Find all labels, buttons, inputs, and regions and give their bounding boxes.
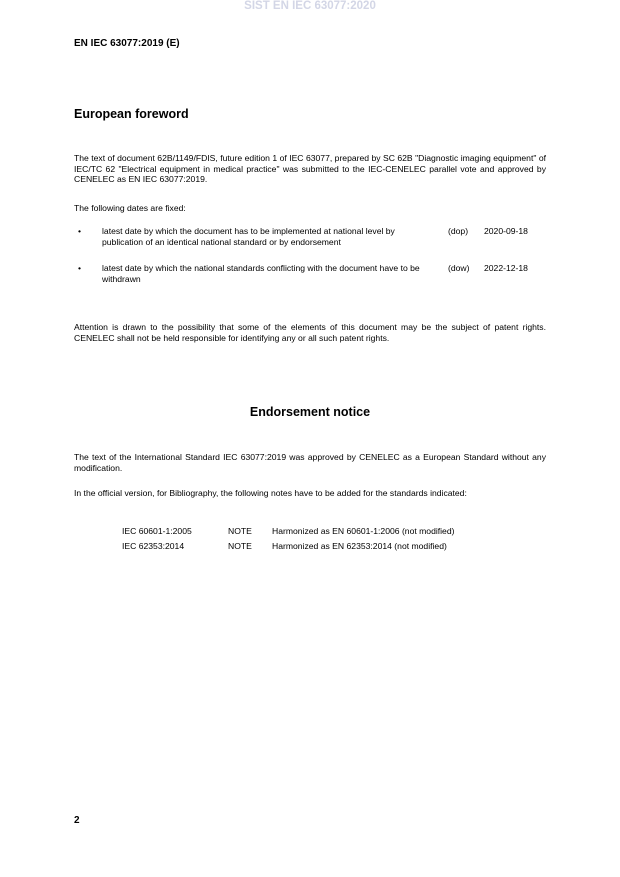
date-code: (dow) bbox=[448, 263, 470, 273]
bullet-icon: • bbox=[78, 226, 82, 236]
date-value: 2022-12-18 bbox=[484, 263, 528, 273]
note-standard: IEC 62353:2014 bbox=[122, 541, 185, 551]
bullet-icon: • bbox=[78, 263, 82, 273]
date-description: latest date by which the national standards conflicting with the document have to be withdrawn bbox=[102, 263, 420, 284]
foreword-title: European foreword bbox=[74, 107, 189, 121]
note-text: Harmonized as EN 62353:2014 (not modified) bbox=[272, 541, 447, 551]
bibliography-intro: In the official version, for Bibliography, the following notes have to be added for the standards indicated: bbox=[74, 488, 467, 498]
date-value: 2020-09-18 bbox=[484, 226, 528, 236]
document-id-header: EN IEC 63077:2019 (E) bbox=[74, 38, 180, 49]
date-code: (dop) bbox=[448, 226, 469, 236]
watermark: SIST EN IEC 63077:2020 bbox=[244, 0, 376, 12]
endorsement-paragraph: The text of the International Standard IEC 63077:2019 was approved by CENELEC as a European Standard without any modification. bbox=[74, 452, 546, 473]
page-number: 2 bbox=[74, 815, 80, 826]
note-label: NOTE bbox=[228, 541, 252, 551]
note-text: Harmonized as EN 60601-1:2006 (not modified) bbox=[272, 526, 455, 536]
dates-intro: The following dates are fixed: bbox=[74, 203, 186, 213]
note-standard: IEC 60601-1:2005 bbox=[122, 526, 192, 536]
foreword-paragraph: The text of document 62B/1149/FDIS, future edition 1 of IEC 63077, prepared by SC 62B "Diagnostic imaging equipment" of IEC/TC 62 "Electrical equipment in medical practice" was submitted to the IEC-CENELEC parallel vote and approved by CENELEC as EN IEC 63077:2019. bbox=[74, 153, 546, 185]
endorsement-title: Endorsement notice bbox=[249, 405, 371, 419]
note-label: NOTE bbox=[228, 526, 252, 536]
attention-paragraph: Attention is drawn to the possibility that some of the elements of this document may be the subject of patent rights. CENELEC shall not be held responsible for identifying any or all such patent rights. bbox=[74, 322, 546, 343]
date-description: latest date by which the document has to be implemented at national level by publication of an identical national standard or by endorsement bbox=[102, 226, 395, 247]
